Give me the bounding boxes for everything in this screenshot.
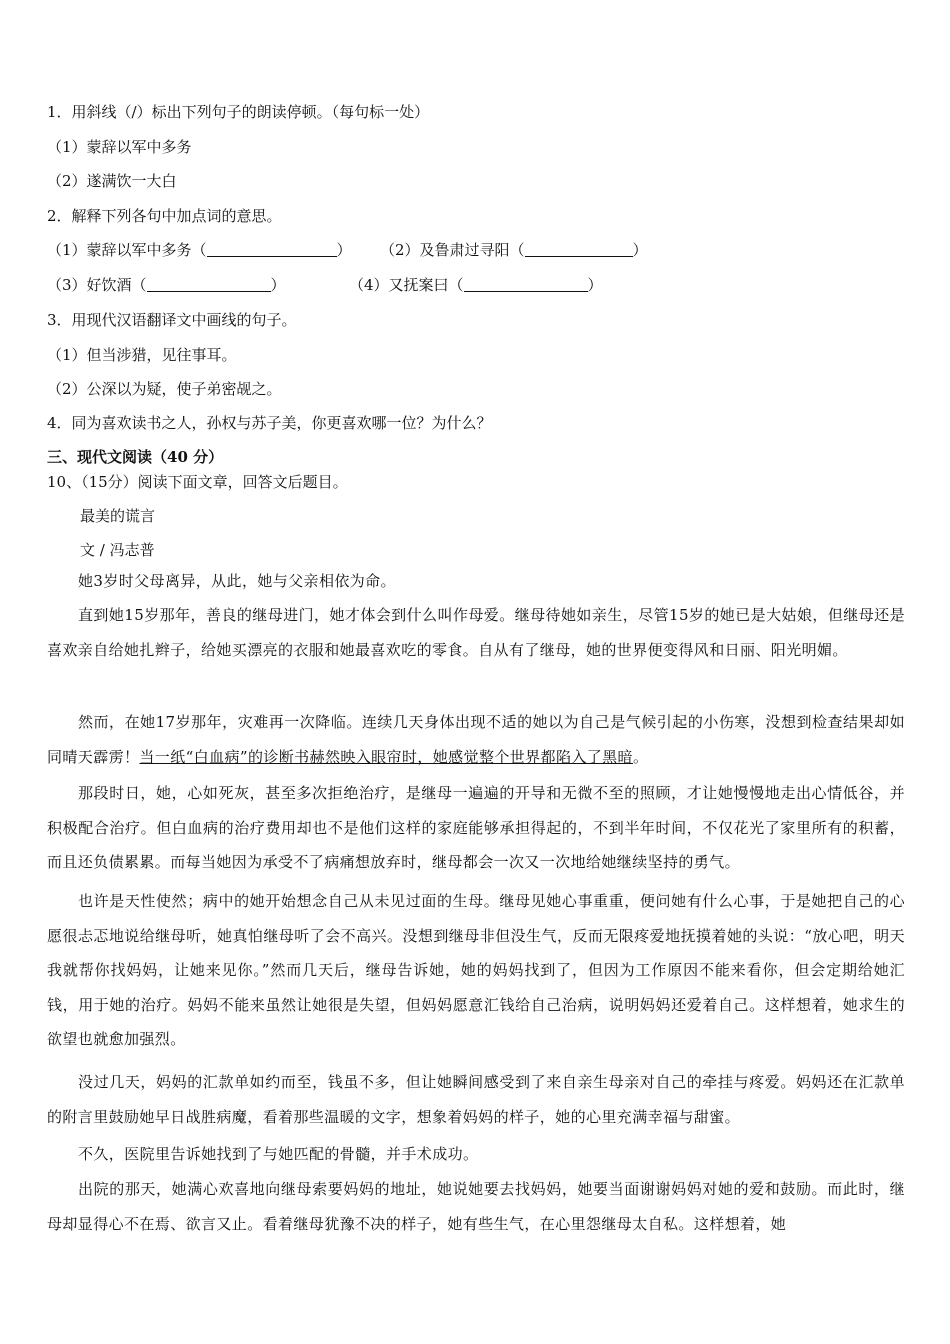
article-paragraph-7: 不久，医院里告诉她找到了与她匹配的骨髓，并手术成功。 [78,1145,479,1163]
article-paragraph-2: 直到她15岁那年，善良的继母进门，她才体会到什么叫作母爱。继母待她如亲生，尽管15岁的她已是大姑娘，但继母还是喜欢亲自给她扎辫子，给她买漂亮的衣服和她最喜欢吃的零食。自从有了继母，她的世界便变得风和日丽、阳光明媚。 [47,606,905,659]
question-10-stem: 10、（15分）阅读下面文章，回答文后题目。 [47,473,348,491]
question-2-item-3: （3）好饮酒（ ） [47,276,286,294]
answer-blank [464,277,588,292]
question-2-stem: 2．解释下列各句中加点词的意思。 [47,207,282,225]
article-paragraph-4: 那段时日，她，心如死灰，甚至多次拒绝治疗，是继母一遍遍的开导和无微不至的照顾，才让她慢慢地走出心情低谷，并积极配合治疗。但白血病的治疗费用却也不是他们这样的家庭能够承担得起的，不到半年时间，不仅花光了家里所有的积蓄，而且还负债累累。而每当她因为承受不了病痛想放弃时，继母都会一次又一次地给她继续坚持的勇气。 [47,784,905,871]
article-paragraph-1: 她3岁时父母离异，从此，她与父亲相依为命。 [78,572,396,590]
question-1-sentence-1: （1）蒙辞以军中多务 [47,138,192,156]
article-title: 最美的谎言 [80,507,156,525]
article-paragraph-5: 也许是天性使然；病中的她开始想念自己从未见过面的生母。继母见她心事重重，便问她有什么心事，于是她把自己的心愿很忐忑地说给继母听，她真怕继母听了会不高兴。没想到继母非但没生气，反而无限疼爱地抚摸着她的头说：“放心吧，明天我就帮你找妈妈，让她来见你。”然而几天后，继母告诉她，她的妈妈找到了，但因为工作原因不能来看你，但会定期给她汇钱，用于她的治疗。妈妈不能来虽然让她很是失望，但妈妈愿意汇钱给自己治病，说明妈妈还爱着自己。这样想着，她求生的欲望也就愈加强烈。 [47,892,905,1048]
question-3-stem: 3．用现代汉语翻译文中画线的句子。 [47,311,297,329]
answer-blank [147,277,271,292]
article-author: 文 / 冯志普 [80,541,155,559]
question-2-item-2: （2）及鲁肃过寻阳（ ） [380,241,648,259]
answer-blank [207,242,337,257]
question-2-item-1: （1）蒙辞以军中多务（ ） [47,241,352,259]
question-1-stem: 1．用斜线（/）标出下列句子的朗读停顿。（每句标一处） [47,103,430,121]
answer-blank [525,242,633,257]
section-heading: 三、现代文阅读（40 分） [47,448,224,466]
question-3-sentence-2: （2）公深以为疑，使子弟密觇之。 [47,380,282,398]
underlined-sentence: 当一纸“白血病”的诊断书赫然映入眼帘时，她感觉整个世界都陷入了黑暗 [139,747,633,766]
question-1-sentence-2: （2）遂满饮一大白 [47,172,177,190]
question-2-item-4: （4）又抚案曰（ ） [349,276,603,294]
article-paragraph-8: 出院的那天，她满心欢喜地向继母索要妈妈的地址，她说她要去找妈妈，她要当面谢谢妈妈对她的爱和鼓励。而此时，继母却显得心不在焉、欲言又止。看着继母犹豫不决的样子，她有些生气，在心里怨继母太自私。这样想着，她 [47,1180,905,1233]
question-3-sentence-1: （1）但当涉猎，见往事耳。 [47,346,237,364]
question-4-stem: 4．同为喜欢读书之人，孙权与苏子美，你更喜欢哪一位？为什么？ [47,414,492,432]
article-paragraph-6: 没过几天，妈妈的汇款单如约而至，钱虽不多，但让她瞬间感受到了来自亲生母亲对自己的牵挂与疼爱。妈妈还在汇款单的附言里鼓励她早日战胜病魔，看着那些温暖的文字，想象着妈妈的样子，她的心里充满幸福与甜蜜。 [47,1073,905,1126]
article-paragraph-3: 然而，在她17岁那年，灾难再一次降临。连续几天身体出现不适的她以为自己是气候引起的小伤寒，没想到检查结果却如同晴天霹雳！当一纸“白血病”的诊断书赫然映入眼帘时，她感觉整个世界都陷入了黑暗。 [47,713,905,766]
